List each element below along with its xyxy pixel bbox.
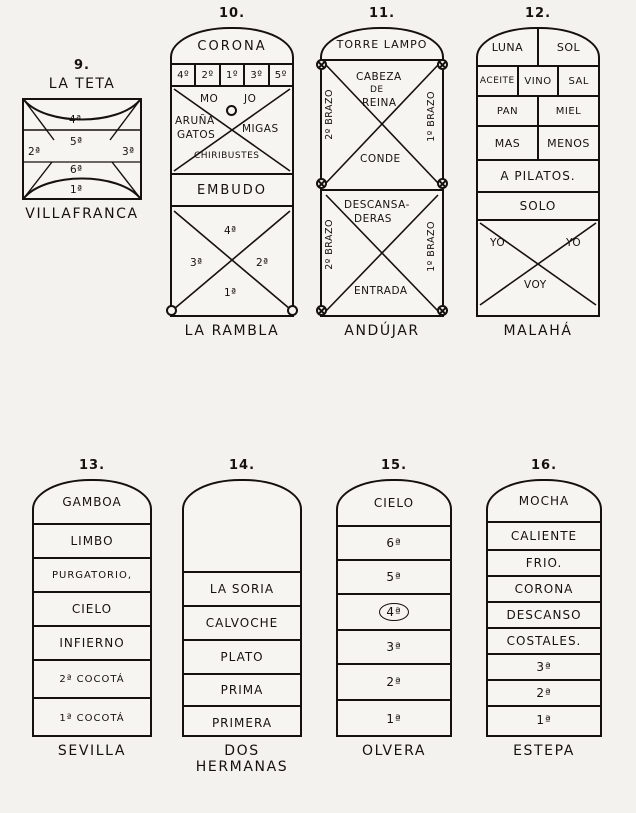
figure-14-label-4: PRIMA	[220, 683, 264, 697]
figure-10-cell-5: 5º	[274, 69, 287, 81]
figure-10-embudo-label: EMBUDO	[196, 182, 268, 198]
figure-10-label-aruna: ARUÑA	[175, 115, 215, 127]
figure-12-cell-menos: MENOS	[547, 136, 590, 150]
figure-10-diagram	[170, 27, 294, 317]
figure-11-title-row	[322, 29, 442, 61]
figure-10-label-3: 3ª	[190, 257, 203, 269]
figure-10-label-2: 2ª	[256, 257, 269, 269]
figure-10-numbered-row	[172, 65, 292, 87]
figure-13-row-2	[34, 559, 150, 593]
figure-13-row-4	[34, 627, 150, 661]
figure-11-label-reina: REINA	[362, 97, 397, 109]
figure-9-label-top: 4ª	[69, 114, 82, 126]
figure-16-row-3	[488, 577, 600, 603]
figure-13-label-4: INFIERNO	[59, 636, 125, 650]
figure-11-title-label: TORRE LAMPO	[336, 37, 428, 51]
figure-12-label-yo-right: YO	[566, 237, 582, 249]
figure-15-label-0: CIELO	[373, 496, 415, 510]
figure-9-label-mid: 6ª	[70, 164, 83, 176]
figure-11-caption: ANDÚJAR	[344, 323, 420, 339]
figure-11-upper-x	[322, 61, 442, 189]
figure-15-caption: OLVERA	[361, 743, 427, 759]
figure-9	[22, 58, 142, 222]
figure-16-label-3: CORONA	[514, 582, 574, 596]
figure-16-label-5: COSTALES.	[506, 634, 582, 648]
figure-16-label-0: MOCHA	[518, 494, 570, 508]
figure-15-label-5: 2ª	[386, 675, 402, 689]
figure-10-corner-circle-right	[287, 305, 298, 316]
figure-12-row-solo	[478, 193, 598, 221]
figure-13-caption: SEVILLA	[57, 743, 127, 759]
figure-14-label-5: PRIMERA	[211, 716, 273, 730]
figure-16-diagram	[486, 479, 602, 737]
figure-13-label-2: PURGATORIO,	[51, 569, 133, 581]
figure-14-row-3	[184, 641, 300, 675]
figure-15-label-2: 5ª	[386, 570, 402, 584]
figure-11-lower-x	[322, 189, 442, 319]
figure-13-label-1: LIMBO	[70, 534, 114, 548]
figure-16-label-2: FRIO.	[525, 556, 563, 570]
figure-9-label-right: 3ª	[122, 146, 135, 158]
figure-13-label-6: 1ª COCOTÁ	[59, 712, 125, 724]
figure-10-label-jo: JO	[244, 93, 257, 105]
figure-10-lower-x	[172, 207, 292, 317]
figure-9-caption: VILLAFRANCA	[25, 206, 139, 222]
figure-13	[32, 458, 152, 759]
figure-11-number: 11.	[368, 6, 396, 21]
figure-15-label-3-ringed: 4ª	[379, 603, 408, 621]
figure-11-label-entrada: ENTRADA	[354, 285, 408, 297]
figure-14	[182, 458, 302, 775]
figure-9-label-bottom: 1ª	[70, 184, 83, 196]
figure-15-row-3	[338, 595, 450, 631]
figure-11-circle-ml	[316, 178, 327, 189]
figure-9-label-upper: 5ª	[70, 136, 83, 148]
figure-14-row-2	[184, 607, 300, 641]
figure-15-label-4: 3ª	[386, 640, 402, 654]
figure-10-center-circle	[226, 105, 237, 116]
figure-16-number: 16.	[530, 458, 558, 473]
figure-11-label-de: DE	[370, 85, 384, 95]
figure-12-cell-vino: VINO	[519, 67, 560, 95]
figure-10-label-4: 4ª	[224, 225, 237, 237]
figure-15-row-2	[338, 561, 450, 595]
figure-16-row-8	[488, 707, 600, 733]
figure-14-label-2: CALVOCHE	[205, 616, 279, 630]
figure-11-side-1-brazo-lower: 1º BRAZO	[426, 221, 437, 272]
figure-11-circle-bl	[316, 305, 327, 316]
figure-13-row-1	[34, 525, 150, 559]
figure-10	[170, 6, 294, 339]
figure-16-row-7	[488, 681, 600, 707]
figure-12-label-pilatos: A PILATOS.	[500, 169, 576, 183]
figure-15-row-6	[338, 701, 450, 737]
figure-16-row-1	[488, 523, 600, 551]
figure-15	[336, 458, 452, 759]
figure-10-label-gatos: GATOS	[177, 129, 216, 141]
figure-10-label-chiribustes: CHIRIBUSTES	[194, 151, 260, 161]
figure-12-bottom-lines	[478, 221, 598, 309]
figure-11-label-cabeza: CABEZA	[356, 71, 402, 83]
figure-11-circle-br	[437, 305, 448, 316]
figure-16-row-2	[488, 551, 600, 577]
figure-10-corner-circle-left	[166, 305, 177, 316]
figure-10-label-migas: MIGAS	[242, 123, 279, 135]
figure-16-row-0	[488, 481, 600, 523]
figure-16-label-6: 3ª	[536, 660, 552, 674]
figure-15-row-5	[338, 665, 450, 701]
figure-12-row-pilatos	[478, 161, 598, 193]
figure-10-cell-1: 4º	[172, 65, 196, 85]
figure-12-cell-luna: LUNA	[478, 29, 539, 65]
figure-11-label-conde: CONDE	[360, 153, 401, 165]
figure-13-label-3: CIELO	[71, 602, 113, 616]
figure-13-row-6	[34, 699, 150, 737]
figure-11	[320, 6, 444, 339]
figure-13-row-3	[34, 593, 150, 627]
figure-12	[476, 6, 600, 339]
figure-13-diagram	[32, 479, 152, 737]
figure-15-number: 15.	[380, 458, 408, 473]
figure-15-row-4	[338, 631, 450, 665]
figure-12-label-solo: SOLO	[519, 199, 557, 213]
figure-9-label-left: 2ª	[28, 146, 41, 158]
figure-16-caption: ESTEPA	[513, 743, 575, 759]
figure-10-cell-3: 1º	[221, 65, 245, 85]
figure-14-label-1: LA SORIA	[209, 582, 275, 596]
figure-11-circle-tr	[437, 59, 448, 70]
figure-12-row-pan-miel	[478, 97, 598, 127]
figure-13-row-0	[34, 481, 150, 525]
figure-10-number: 10.	[218, 6, 246, 21]
figure-10-cell-4: 3º	[245, 65, 269, 85]
figure-12-row-mas-menos	[478, 127, 598, 161]
figure-13-label-0: GAMBOA	[62, 495, 122, 509]
figure-14-row-0	[184, 481, 300, 573]
figure-10-label-1: 1ª	[224, 287, 237, 299]
figure-10-embudo-row	[172, 175, 292, 207]
figure-13-number: 13.	[78, 458, 106, 473]
figure-12-cell-sol: SOL	[556, 40, 581, 54]
figure-12-cell-miel: MIEL	[555, 105, 582, 117]
figure-10-cell-2: 2º	[196, 65, 220, 85]
figure-16-label-4: DESCANSO	[506, 608, 582, 622]
figure-11-side-2-brazo: 2º BRAZO	[324, 89, 335, 140]
figure-9-title: LA TETA	[48, 76, 116, 92]
figure-16-row-4	[488, 603, 600, 629]
figure-14-row-1	[184, 573, 300, 607]
figure-15-label-6: 1ª	[386, 712, 402, 726]
figure-13-label-5: 2ª COCOTÁ	[59, 673, 125, 685]
figure-11-circle-mr	[437, 178, 448, 189]
figure-11-side-1-brazo: 1º BRAZO	[426, 91, 437, 142]
figure-12-cell-aceite: ACEITE	[478, 67, 519, 95]
figure-12-diagram	[476, 27, 600, 317]
figure-15-row-0	[338, 481, 450, 527]
figure-11-diagram	[320, 27, 444, 317]
figure-14-diagram	[182, 479, 302, 737]
figure-10-x-area	[172, 87, 292, 175]
figure-14-label-3: PLATO	[220, 650, 264, 664]
figure-12-cell-sal: SAL	[568, 75, 589, 87]
figure-13-row-5	[34, 661, 150, 699]
figure-15-diagram	[336, 479, 452, 737]
figure-12-number: 12.	[524, 6, 552, 21]
figure-12-row-aceite-vino-sal	[478, 67, 598, 97]
figure-11-label-descansaderas-1: DESCANSA-	[344, 199, 410, 211]
figure-10-label-mo: MO	[200, 93, 219, 105]
figure-14-caption: DOS HERMANAS	[195, 743, 289, 775]
figure-16-label-8: 1ª	[536, 713, 552, 727]
figure-11-label-descansaderas-2: DERAS	[354, 213, 392, 225]
figure-15-row-1	[338, 527, 450, 561]
figure-10-corona-row	[172, 29, 292, 65]
figure-12-bottom-x	[478, 221, 598, 311]
figure-12-cell-pan: PAN	[478, 97, 539, 125]
figure-14-number: 14.	[228, 458, 256, 473]
figure-12-cell-mas: MAS	[478, 127, 539, 159]
figure-12-label-yo-left: YO	[490, 237, 506, 249]
figure-12-row-luna-sol	[478, 29, 598, 67]
figure-16	[486, 458, 602, 759]
figure-9-number: 9.	[74, 58, 90, 73]
figure-15-label-1: 6ª	[386, 536, 402, 550]
figure-12-label-voy: VOY	[524, 279, 547, 291]
figure-11-side-2-brazo-lower: 2º BRAZO	[324, 219, 335, 270]
figure-16-label-7: 2ª	[536, 686, 552, 700]
figure-9-diagram	[22, 98, 142, 200]
figure-16-label-1: CALIENTE	[510, 529, 578, 543]
figure-10-caption: LA RAMBLA	[184, 323, 280, 339]
figure-10-corona-label: CORONA	[197, 38, 267, 54]
figure-16-row-6	[488, 655, 600, 681]
figure-14-row-4	[184, 675, 300, 707]
figure-11-circle-tl	[316, 59, 327, 70]
figure-16-row-5	[488, 629, 600, 655]
figure-14-row-5	[184, 707, 300, 739]
figure-12-caption: MALAHÁ	[503, 323, 573, 339]
